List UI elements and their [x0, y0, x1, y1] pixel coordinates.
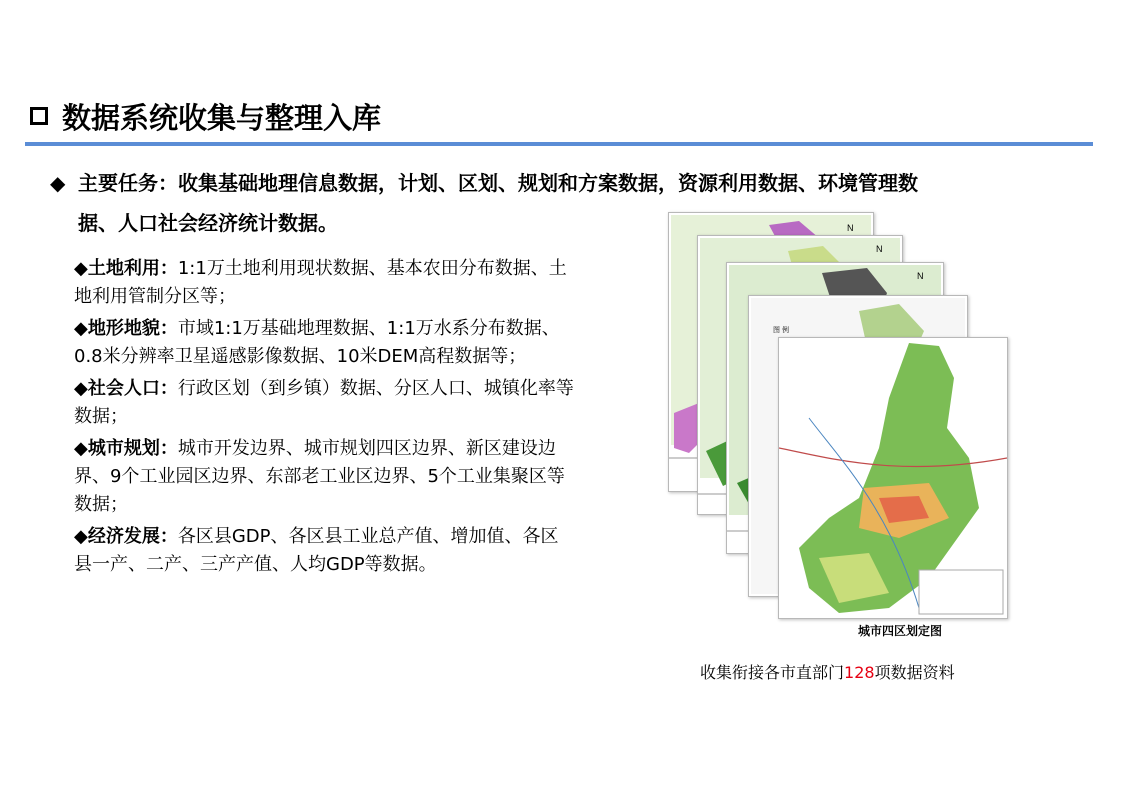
- legend-label: 图 例: [773, 327, 789, 334]
- task-label: 主要任务：: [78, 171, 178, 195]
- footer-suffix: 项数据资料: [874, 663, 955, 682]
- item-label: ◆城市规划：: [74, 438, 178, 459]
- title-divider: [25, 142, 1093, 146]
- north-label: N: [876, 244, 883, 254]
- slide-title-text: 数据系统收集与整理入库: [62, 100, 382, 135]
- map-sheet-5: [778, 337, 1008, 619]
- slide-title: [30, 96, 381, 136]
- footer-summary: [700, 660, 955, 683]
- north-label: N: [917, 271, 924, 281]
- item-text: 1:1万土地利用现状数据、基本农田分布数据、土地利用管制分区等；: [74, 258, 567, 307]
- north-label: N: [847, 223, 854, 233]
- diamond-bullet-icon: ◆: [50, 171, 66, 195]
- list-item-population: [74, 375, 574, 431]
- square-bullet-icon: [30, 107, 48, 125]
- task-text-line2: 据、人口社会经济统计数据。: [78, 211, 338, 235]
- item-label: ◆经济发展：: [74, 526, 178, 547]
- map-sheet-5-graphic: [779, 338, 1007, 618]
- item-label: ◆地形地貌：: [74, 318, 178, 339]
- stacked-maps-figure: [660, 205, 1010, 635]
- item-text: 市域1:1万基础地理数据、1:1万水系分布数据、0.8米分辨率卫星遥感影像数据、10米DEM高程数据等；: [74, 318, 560, 367]
- map-caption: 城市四区划定图: [858, 624, 943, 638]
- item-label: ◆社会人口：: [74, 378, 178, 399]
- footer-count: 128: [844, 663, 875, 682]
- list-item-land-use: [74, 255, 574, 311]
- data-category-list: [74, 255, 574, 583]
- footer-prefix: 收集衔接各市直部门: [700, 663, 845, 682]
- item-text: 各区县GDP、各区县工业总产值、增加值、各区县一产、二产、三产产值、人均GDP等数据。: [74, 526, 559, 575]
- list-item-economy: [74, 523, 574, 579]
- item-label: ◆土地利用：: [74, 258, 178, 279]
- item-text: 行政区划（到乡镇）数据、分区人口、城镇化率等数据；: [74, 378, 574, 427]
- task-text-line1: 收集基础地理信息数据，计划、区划、规划和方案数据，资源利用数据、环境管理数: [178, 171, 918, 195]
- item-text: 城市开发边界、城市规划四区边界、新区建设边界、9个工业园区边界、东部老工业区边界、5个工业集聚区等数据；: [74, 438, 565, 515]
- list-item-terrain: [74, 315, 574, 371]
- list-item-urban-planning: [74, 435, 574, 519]
